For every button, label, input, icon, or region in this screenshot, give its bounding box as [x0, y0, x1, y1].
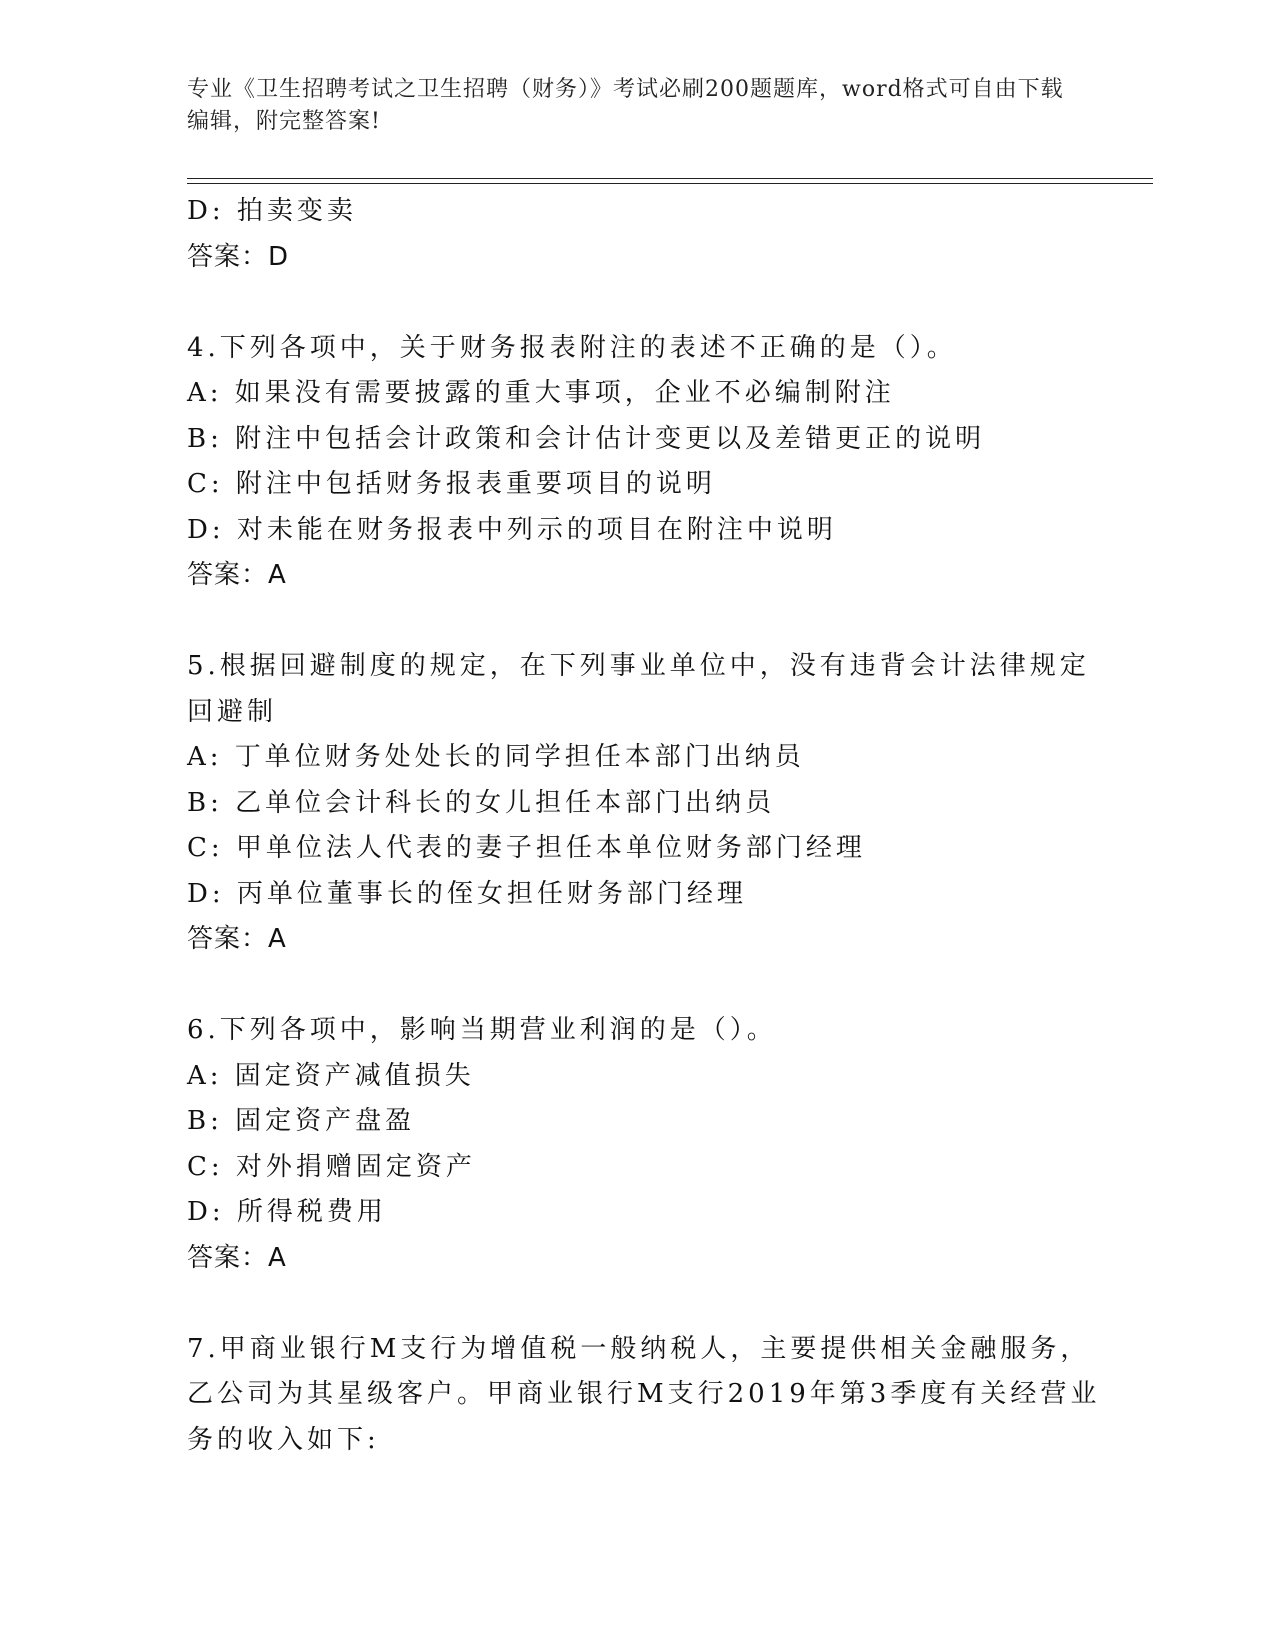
q5-option-b: B: 乙单位会计科长的女儿担任本部门出纳员 [187, 787, 776, 818]
spacer [187, 1281, 1087, 1327]
header-rule-bottom [187, 183, 1153, 184]
q5-option-c: C: 甲单位法人代表的妻子担任本单位财务部门经理 [187, 833, 866, 863]
q4-option-c: C: 附注中包括财务报表重要项目的说明 [187, 469, 716, 499]
q4-option-d: D: 对未能在财务报表中列示的项目在附注中说明 [187, 514, 837, 545]
q6-option-c: C: 对外捐赠固定资产 [187, 1151, 476, 1182]
header-title: 专业《卫生招聘考试之卫生招聘（财务）》考试必刷200题题库，word格式可自由下载编辑，附完整答案! [187, 77, 1064, 134]
header-rule-top [187, 178, 1153, 179]
q6-option-d: D: 所得税费用 [187, 1197, 387, 1227]
q5-stem-line1: 5.根据回避制度的规定，在下列事业单位中，没有违背会计法律规定 [187, 651, 1090, 681]
q4-option-a: A: 如果没有需要披露的重大事项，企业不必编制附注 [187, 378, 895, 408]
page-header [187, 74, 1067, 138]
q6-option-a: A: 固定资产减值损失 [187, 1060, 475, 1091]
q5-answer: 答案：A [187, 924, 287, 954]
q6-stem: 6.下列各项中，影响当期营业利润的是（）。 [187, 1015, 777, 1045]
q7-stem-line3: 务的收入如下: [187, 1424, 380, 1455]
spacer [187, 280, 1087, 326]
q5-option-d: D: 丙单位董事长的侄女担任财务部门经理 [187, 878, 747, 909]
q6-option-b: B: 固定资产盘盈 [187, 1106, 416, 1136]
q6-answer: 答案：A [187, 1242, 287, 1273]
q5-option-a: A: 丁单位财务处处长的同学担任本部门出纳员 [187, 742, 805, 772]
spacer [187, 963, 1087, 1009]
q3-answer: 答案：D [187, 241, 290, 272]
q4-option-b: B: 附注中包括会计政策和会计估计变更以及差错更正的说明 [187, 423, 986, 454]
q4-stem: 4.下列各项中，关于财务报表附注的表述不正确的是（）。 [187, 332, 957, 363]
q7-stem-line2: 乙公司为其星级客户。甲商业银行M支行2019年第3季度有关经营业 [187, 1379, 1101, 1409]
document-body [187, 189, 1101, 1463]
spacer [187, 599, 1087, 645]
q7-stem-line1: 7.甲商业银行M支行为增值税一般纳税人，主要提供相关金融服务， [187, 1333, 1091, 1364]
q3-option-d: D: 拍卖变卖 [187, 196, 357, 226]
q4-answer: 答案：A [187, 560, 287, 590]
q5-stem-line2: 回避制 [187, 696, 278, 727]
